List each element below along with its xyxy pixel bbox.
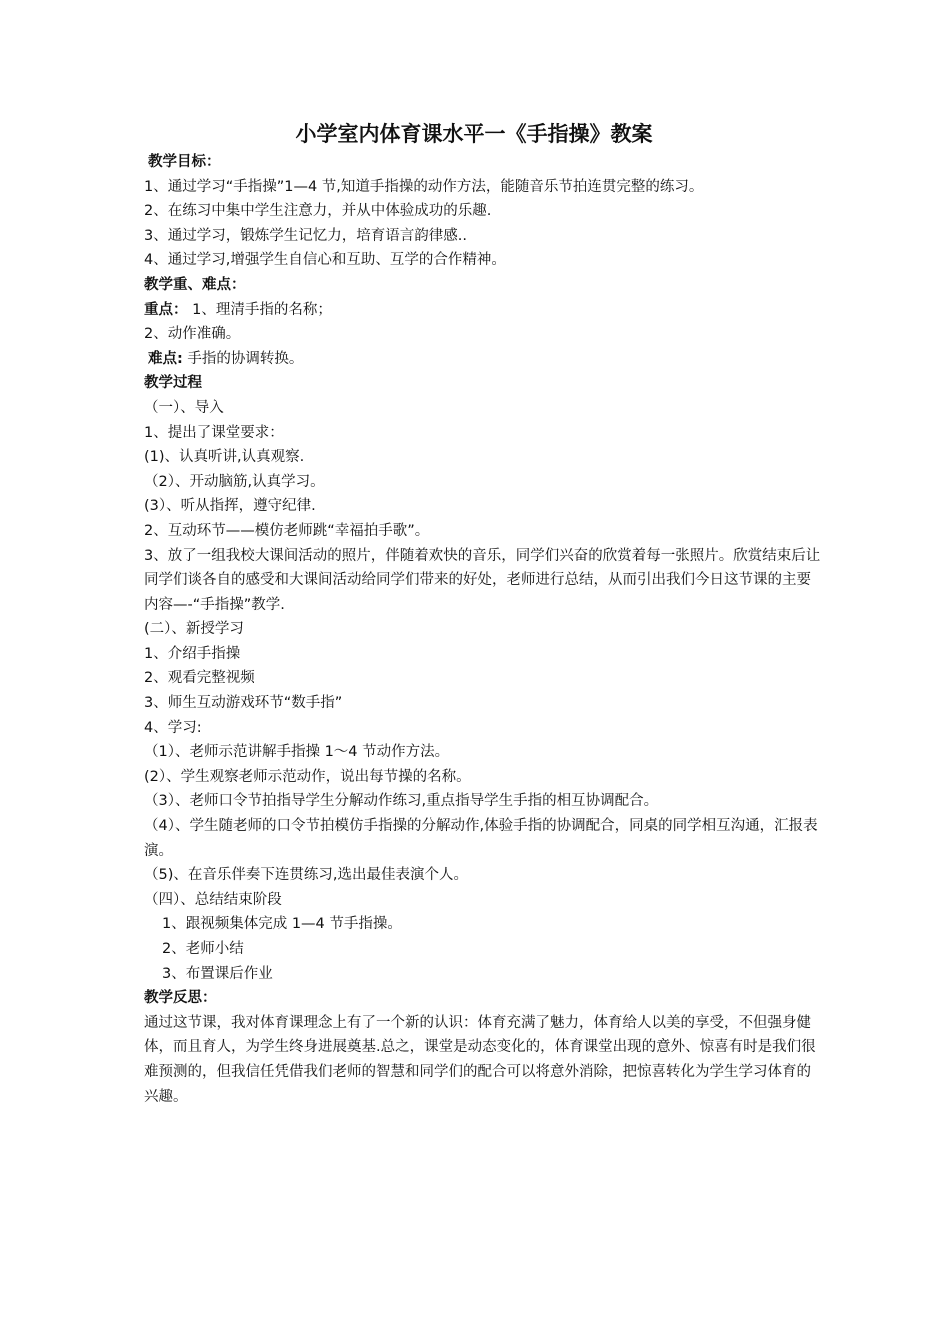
reflection-text: 通过这节课，我对体育课理念上有了一个新的认识：体育充满了魅力，体育给人以美的享受，不但强身健体，而且育人，为学生终身进展奠基.总之，课堂是动态变化的，体育课堂出现的意外、惊喜有时是我们很难预测的，但我信任凭借我们老师的智慧和同学们的配合可以将意外消除，把惊喜转化为学生学习体育的兴趣。 [144, 1014, 816, 1105]
part4-line-2: 2、老师小结 [162, 941, 244, 957]
key-point-first: 1、理清手指的名称； [187, 301, 332, 318]
key-point-label: 重点： [144, 301, 188, 318]
part1-requirement-3: (3）、听从指挥，遵守纪律. [144, 498, 316, 515]
part4-heading: （四）、总结结束阶段 [144, 891, 282, 908]
key-point-line [144, 298, 824, 323]
part2-line-4: 4、学习: [144, 719, 202, 736]
part4-line-1: 1、跟视频集体完成 1—4 节手指操。 [162, 916, 402, 933]
part2-line-1: 1、介绍手指操 [144, 645, 241, 662]
part4-line-3: 3、布置课后作业 [162, 965, 273, 982]
objectives-heading: 教学目标： [148, 154, 221, 170]
part1-heading: （一）、导入 [144, 399, 224, 416]
document-page [144, 118, 824, 1109]
objective-item-3: 3、通过学习，锻炼学生记忆力，培育语言韵律感.. [144, 227, 467, 244]
key-point-second: 2、动作准确。 [144, 326, 241, 343]
part2-line-3: 3、师生互动游戏环节“数手指” [144, 695, 343, 712]
difficulty-line [144, 347, 824, 372]
difficulty-label: 难点: [148, 350, 183, 367]
part2-step-5: （5)、在音乐伴奏下连贯练习,选出最佳表演个人。 [144, 867, 468, 884]
part2-heading: (二）、新授学习 [144, 621, 244, 638]
part1-line-2: 2、互动环节——模仿老师跳“幸福拍手歌”。 [144, 522, 430, 539]
process-heading: 教学过程 [144, 375, 202, 392]
part1-requirement-1: (1)、认真听讲,认真观察. [144, 449, 305, 466]
part2-step-2: (2）、学生观察老师示范动作，说出每节操的名称。 [144, 768, 471, 785]
part2-step-1: （1）、老师示范讲解手指操 1～4 节动作方法。 [144, 744, 450, 761]
key-points-heading: 教学重、难点： [144, 276, 246, 293]
part1-line-3: 3、放了一组我校大课间活动的照片，伴随着欢快的音乐，同学们兴奋的欣赏着每一张照片。欣赏结束后让同学们谈各自的感受和大课间活动给同学们带来的好处，老师进行总结，从而引出我们今日这节课的主要内容—-“手指操”教学. [144, 547, 821, 613]
document-title: 小学室内体育课水平一《手指操》教案 [295, 122, 653, 146]
part2-step-4: （4）、学生随老师的口令节拍模仿手指操的分解动作,体验手指的协调配合，同桌的同学相互沟通，汇报表演。 [144, 818, 818, 859]
part1-line-1: 1、提出了课堂要求： [144, 424, 284, 441]
objective-item-2: 2、在练习中集中学生注意力，并从中体验成功的乐趣. [144, 203, 492, 220]
objective-item-4: 4、通过学习,增强学生自信心和互助、互学的合作精神。 [144, 252, 506, 269]
objective-item-1: 1、通过学习“手指操”1—4 节,知道手指操的动作方法，能随音乐节拍连贯完整的练习。 [144, 178, 704, 195]
part2-step-3: （3）、老师口令节拍指导学生分解动作练习,重点指导学生手指的相互协调配合。 [144, 793, 659, 810]
reflection-heading: 教学反思： [144, 990, 217, 1007]
part1-requirement-2: （2）、开动脑筋,认真学习。 [144, 473, 325, 490]
part2-line-2: 2、观看完整视频 [144, 670, 255, 687]
difficulty-text: 手指的协调转换。 [182, 350, 304, 367]
